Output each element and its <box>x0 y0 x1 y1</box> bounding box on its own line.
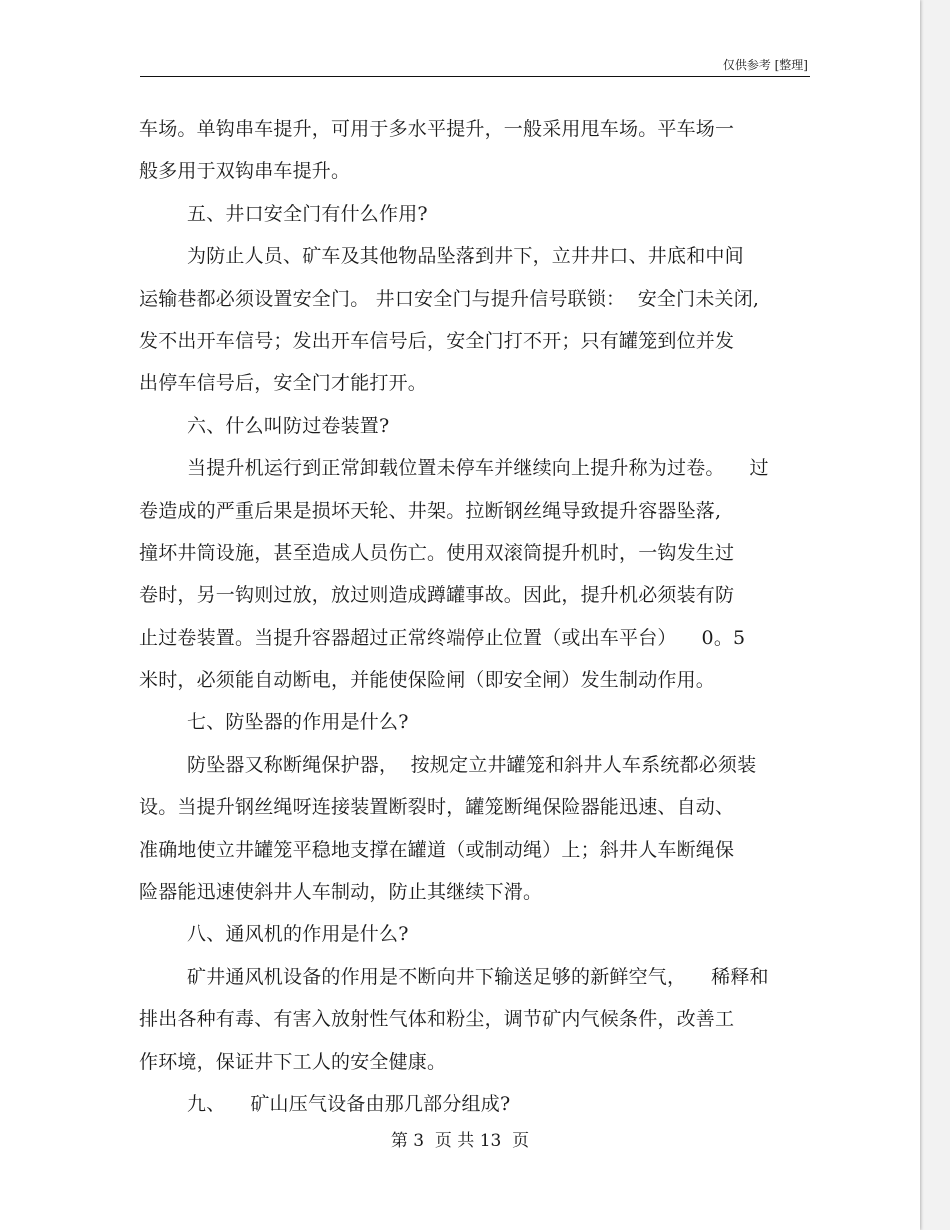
text-line: 排出各种有毒、有害入放射性气体和粉尘，调节矿内气候条件，改善工 <box>139 1008 735 1031</box>
section-heading: 九、 矿山压气设备由那几部分组成? <box>187 1092 511 1115</box>
text-line: 运输巷都必须设置安全门。 井口安全门与提升信号联锁： 安全门未关闭, <box>139 287 760 310</box>
text-line: 设。当提升钢丝绳呀连接装置断裂时，罐笼断绳保险器能迅速、自动、 <box>139 796 735 819</box>
text-line: 险器能迅速使斜井人车制动，防止其继续下滑。 <box>139 881 543 904</box>
text-line: 卷时，另一钩则过放，放过则造成蹲罐事故。因此，提升机必须装有防 <box>139 584 735 607</box>
text-line: 止过卷装置。当提升容器超过正常终端停止位置（或出车平台） 0。5 <box>139 626 746 649</box>
section-heading: 八、通风机的作用是什么? <box>187 923 409 946</box>
page-number-footer: 第 3 页 共 13 页 <box>390 1131 530 1151</box>
text-line: 矿井通风机设备的作用是不断向井下输送足够的新鲜空气， 稀释和 <box>187 965 769 988</box>
text-line: 出停车信号后，安全门才能打开。 <box>139 372 428 395</box>
body-text <box>139 108 819 1125</box>
text-line: 发不出开车信号；发出开车信号后，安全门打不开；只有罐笼到位并发 <box>139 329 735 352</box>
header-label: 仅供参考 [整理] <box>722 58 808 72</box>
text-line: 卷造成的严重后果是损坏天轮、井架。拉断钢丝绳导致提升容器坠落, <box>139 499 722 522</box>
text-line: 作环境，保证井下工人的安全健康。 <box>139 1050 447 1073</box>
section-heading: 六、什么叫防过卷装置? <box>187 414 390 437</box>
page-header <box>140 56 810 77</box>
text-line: 当提升机运行到正常卸载位置未停车并继续向上提升称为过卷。 过 <box>187 457 769 480</box>
text-line: 米时，必须能自动断电，并能使保险闸（即安全闸）发生制动作用。 <box>139 669 716 692</box>
text-line: 撞坏井筒设施，甚至造成人员伤亡。使用双滚筒提升机时，一钩发生过 <box>139 541 735 564</box>
text-line: 准确地使立井罐笼平稳地支撑在罐道（或制动绳）上；斜井人车断绳保 <box>139 838 735 861</box>
section-heading: 五、井口安全门有什么作用? <box>187 202 428 225</box>
text-line: 车场。单钩串车提升，可用于多水平提升，一般采用甩车场。平车场一 <box>139 118 735 140</box>
text-line: 般多用于双钩串车提升。 <box>139 160 351 183</box>
section-heading: 七、防坠器的作用是什么? <box>187 711 409 734</box>
text-line: 防坠器又称断绳保护器， 按规定立井罐笼和斜井人车系统都必须装 <box>187 753 757 776</box>
text-line: 为防止人员、矿车及其他物品坠落到井下，立井井口、井底和中间 <box>187 245 744 268</box>
